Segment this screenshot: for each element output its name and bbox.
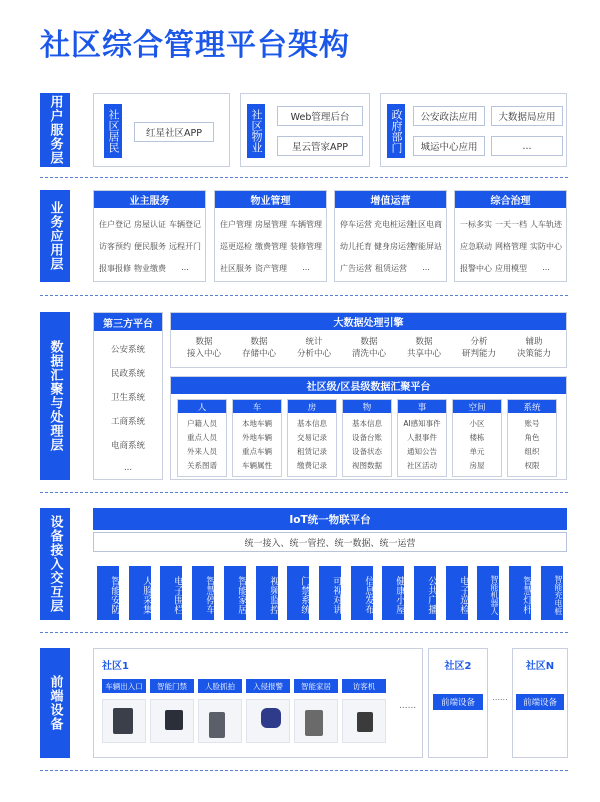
device-photo — [198, 699, 242, 743]
engine-item-line1: 统计 — [305, 337, 323, 347]
engine-item-line1: 分析 — [470, 337, 488, 347]
third-party-item[interactable]: 公安系统 — [110, 345, 145, 355]
device-icon — [165, 710, 183, 730]
aggregate-item[interactable]: 房屋 — [469, 461, 485, 470]
module-title: 业主服务 — [94, 191, 205, 208]
aggregate-item[interactable]: 设备状态 — [352, 447, 382, 456]
aggregate-item[interactable]: 本地车辆 — [242, 419, 272, 428]
user-group-property — [240, 93, 370, 167]
third-party-item[interactable]: 卫生系统 — [110, 393, 145, 403]
device-label[interactable]: 人脸抓拍 — [198, 679, 242, 693]
aggregate-item[interactable]: 社区活动 — [407, 461, 437, 470]
engine-item-line2: 分析中心 — [296, 349, 331, 359]
device-icon — [305, 710, 323, 736]
aggregate-column-title: 人 — [178, 400, 226, 413]
aggregate-column-title: 房 — [288, 400, 336, 413]
device-tile[interactable]: 智慧灯杆 — [509, 566, 531, 620]
module-item[interactable]: 一天一档 — [495, 220, 527, 229]
module-item[interactable]: 车辆管理 — [290, 220, 322, 229]
aggregate-item[interactable]: AI感知事件 — [403, 419, 441, 428]
device-tile[interactable]: 智能充电桩 — [541, 566, 563, 620]
bigdata-engine — [170, 312, 567, 368]
module-item[interactable]: 广告运营 — [340, 264, 372, 273]
divider — [40, 295, 568, 296]
community-n — [512, 648, 568, 758]
aggregate-item[interactable]: 重点车辆 — [242, 447, 272, 456]
module-item[interactable]: ... — [542, 263, 550, 272]
module-item[interactable]: ... — [181, 263, 189, 272]
device-photo — [246, 699, 290, 743]
aggregate-item[interactable]: 设备台账 — [352, 433, 382, 442]
aggregate-column — [287, 399, 337, 477]
device-tile[interactable]: 健康小屋 — [382, 566, 404, 620]
engine-item-line2: 接入中心 — [186, 349, 221, 359]
user-group-government — [380, 93, 567, 167]
engine-item-line1: 数据 — [195, 337, 213, 347]
aggregate-item[interactable]: 车辆属性 — [242, 461, 272, 470]
device-photo — [294, 699, 338, 743]
device-tile[interactable]: 人脸采集 — [129, 566, 151, 620]
module-item[interactable]: 访客预约 — [99, 242, 131, 251]
third-party-platform — [93, 312, 163, 480]
aggregate-column-title: 系统 — [508, 400, 556, 413]
third-party-item[interactable]: 工商系统 — [110, 417, 145, 427]
module-item[interactable]: 租赁运营 — [375, 264, 407, 273]
device-photo — [102, 699, 146, 743]
device-icon — [113, 708, 133, 734]
device-icon — [261, 708, 281, 728]
aggregate-item[interactable]: 外来人员 — [187, 447, 217, 456]
module-item[interactable]: 远程开门 — [169, 242, 201, 251]
aggregate-item[interactable]: 缴费记录 — [297, 461, 327, 470]
aggregate-item[interactable]: 组织 — [524, 447, 540, 456]
more-devices: ...... — [399, 701, 417, 711]
device-tile[interactable]: 智能安防 — [97, 566, 119, 620]
module-item[interactable]: 社区服务 — [220, 264, 252, 273]
device-photo — [342, 699, 386, 743]
iot-platform-title: IoT统一物联平台 — [93, 508, 567, 530]
engine-item-line1: 数据 — [360, 337, 378, 347]
aggregate-item[interactable]: 租赁记录 — [297, 447, 327, 456]
device-tile[interactable]: 智慧停车 — [192, 566, 214, 620]
module-title: 物业管理 — [215, 191, 326, 208]
community-n-name: 社区N — [525, 661, 555, 672]
device-label[interactable]: 入侵报警 — [246, 679, 290, 693]
module-item[interactable]: 装修管理 — [290, 242, 322, 251]
divider — [40, 492, 568, 493]
app-item[interactable]: ... — [491, 136, 563, 156]
third-party-title: 第三方平台 — [94, 313, 162, 331]
aggregate-column — [177, 399, 227, 477]
app-item[interactable]: 红星社区APP — [134, 122, 214, 142]
device-icon — [209, 712, 225, 738]
aggregate-column-title: 空间 — [453, 400, 501, 413]
engine-item-line2: 清洗中心 — [351, 349, 386, 359]
group-label: 社区居民 — [104, 104, 122, 158]
business-module — [93, 190, 206, 282]
engine-item-line2: 研判能力 — [461, 349, 496, 359]
engine-item-line1: 数据 — [250, 337, 268, 347]
layer-label-user: 用户服务层 — [40, 93, 70, 167]
aggregate-item[interactable]: 基本信息 — [297, 419, 327, 428]
engine-item-line2: 存储中心 — [241, 349, 276, 359]
third-party-item[interactable]: 电商系统 — [110, 441, 145, 451]
module-item[interactable]: 停车运营 — [340, 220, 372, 229]
community-2 — [428, 648, 488, 758]
business-module — [334, 190, 447, 282]
device-label[interactable]: 车辆出入口 — [102, 679, 146, 693]
aggregate-item[interactable]: 通知公告 — [407, 447, 437, 456]
community-1-name: 社区1 — [102, 661, 129, 672]
divider — [40, 770, 568, 771]
module-item[interactable]: 房屋认证 — [134, 220, 166, 229]
module-item[interactable]: ... — [302, 263, 310, 272]
third-party-item[interactable]: ... — [123, 463, 133, 473]
device-tile[interactable]: 公共广播 — [414, 566, 436, 620]
aggregate-column — [232, 399, 282, 477]
module-item[interactable]: 报警中心 — [460, 264, 492, 273]
aggregate-item[interactable]: 角色 — [524, 433, 540, 442]
app-item[interactable]: 城运中心应用 — [413, 136, 485, 156]
device-label[interactable]: 智能家居 — [294, 679, 338, 693]
device-photo — [150, 699, 194, 743]
module-item[interactable]: 资产管理 — [255, 264, 287, 273]
device-tile[interactable]: 智能家居 — [224, 566, 246, 620]
community-2-name: 社区2 — [444, 661, 472, 672]
aggregate-item[interactable]: 权限 — [524, 461, 540, 470]
device-tile[interactable]: 电子围栏 — [160, 566, 182, 620]
device-tile[interactable]: 电子巡检 — [446, 566, 468, 620]
device-tile[interactable]: 信息发布 — [351, 566, 373, 620]
iot-subtitle: 统一接入、统一管控、统一数据、统一运营 — [93, 532, 567, 552]
device-icon — [357, 712, 373, 732]
module-item[interactable]: 报事报修 — [99, 264, 131, 273]
layer-label-business: 业务应用层 — [40, 190, 70, 282]
aggregate-item[interactable]: 重点人员 — [187, 433, 217, 442]
business-module — [454, 190, 567, 282]
module-item[interactable]: 住户登记 — [99, 220, 131, 229]
module-item[interactable]: 巡更巡检 — [220, 242, 252, 251]
aggregate-column — [342, 399, 392, 477]
module-item[interactable]: 人车轨迹 — [530, 220, 562, 229]
bigdata-title: 大数据处理引擎 — [171, 313, 566, 330]
group-label: 政府部门 — [387, 104, 405, 158]
aggregate-column — [452, 399, 502, 477]
divider — [40, 177, 568, 178]
aggregate-column-title: 物 — [343, 400, 391, 413]
aggregate-item[interactable]: 基本信息 — [352, 419, 382, 428]
module-item[interactable]: 房屋管理 — [255, 220, 287, 229]
device-tile[interactable]: 可视对讲 — [319, 566, 341, 620]
app-item[interactable]: 大数据局应用 — [491, 106, 563, 126]
module-item[interactable]: 充电桩运营 — [374, 220, 414, 229]
business-module — [214, 190, 327, 282]
front-device-label[interactable]: 前端设备 — [516, 694, 564, 710]
module-item[interactable]: 社区电商 — [410, 220, 442, 229]
aggregate-item[interactable]: 外地车辆 — [242, 433, 272, 442]
community-1 — [93, 648, 423, 758]
device-tile[interactable]: 视频监控 — [256, 566, 278, 620]
device-label[interactable]: 访客机 — [342, 679, 386, 693]
aggregate-platform — [170, 376, 567, 480]
module-item[interactable]: 健身房运营 — [374, 242, 414, 251]
aggregate-item[interactable]: 关系图谱 — [187, 461, 217, 470]
module-item[interactable]: 一标多实 — [460, 220, 492, 229]
module-item[interactable]: 物业缴费 — [134, 264, 166, 273]
module-item[interactable]: 便民服务 — [134, 242, 166, 251]
user-group-residents — [93, 93, 230, 167]
aggregate-item[interactable]: 户籍人员 — [187, 419, 217, 428]
device-tile[interactable]: 门禁系统 — [287, 566, 309, 620]
app-item[interactable]: 星云管家APP — [277, 136, 363, 156]
group-label: 社区物业 — [247, 104, 265, 158]
aggregate-column — [397, 399, 447, 477]
module-item[interactable]: 应用模型 — [495, 264, 527, 273]
module-item[interactable]: 车辆登记 — [169, 220, 201, 229]
aggregate-item[interactable]: 单元 — [469, 447, 485, 456]
module-item[interactable]: 智能屏站 — [410, 242, 442, 251]
layer-label-device: 设备接入交互层 — [40, 508, 70, 620]
module-item[interactable]: 应急联动 — [460, 242, 492, 251]
aggregate-title: 社区级/区县级数据汇聚平台 — [171, 377, 566, 394]
module-item[interactable]: 缴费管理 — [255, 242, 287, 251]
engine-item-line2: 决策能力 — [516, 349, 551, 359]
aggregate-column — [507, 399, 557, 477]
aggregate-item[interactable]: 人报事件 — [407, 433, 437, 442]
device-tile[interactable]: 智能机器人 — [477, 566, 499, 620]
device-label[interactable]: 智能门禁 — [150, 679, 194, 693]
layer-label-data: 数据汇聚与处理层 — [40, 312, 70, 480]
app-item[interactable]: 公安政法应用 — [413, 106, 485, 126]
module-item[interactable]: 实防中心 — [530, 242, 562, 251]
app-item[interactable]: Web管理后台 — [277, 106, 363, 126]
module-item[interactable]: 幼儿托育 — [340, 242, 372, 251]
aggregate-column-title: 车 — [233, 400, 281, 413]
engine-item-line1: 数据 — [415, 337, 433, 347]
page-title: 社区综合管理平台架构 — [40, 28, 350, 63]
module-title: 综合治理 — [455, 191, 566, 208]
module-item[interactable]: 网格管理 — [495, 242, 527, 251]
module-item[interactable]: ... — [422, 263, 430, 272]
layer-label-front: 前端设备 — [40, 648, 70, 758]
aggregate-column-title: 事 — [398, 400, 446, 413]
aggregate-item[interactable]: 账号 — [524, 419, 540, 428]
aggregate-item[interactable]: 楼栋 — [469, 433, 485, 442]
aggregate-item[interactable]: 小区 — [469, 419, 485, 428]
module-title: 增值运营 — [335, 191, 446, 208]
aggregate-item[interactable]: 视图数据 — [352, 461, 382, 470]
engine-item-line1: 辅助 — [525, 337, 543, 347]
community-more: ...... — [492, 693, 508, 702]
front-device-label[interactable]: 前端设备 — [433, 694, 483, 710]
module-item[interactable]: 住户管理 — [220, 220, 252, 229]
aggregate-item[interactable]: 交易记录 — [297, 433, 327, 442]
engine-item-line2: 共享中心 — [406, 349, 441, 359]
third-party-item[interactable]: 民政系统 — [110, 369, 145, 379]
divider — [40, 632, 568, 633]
